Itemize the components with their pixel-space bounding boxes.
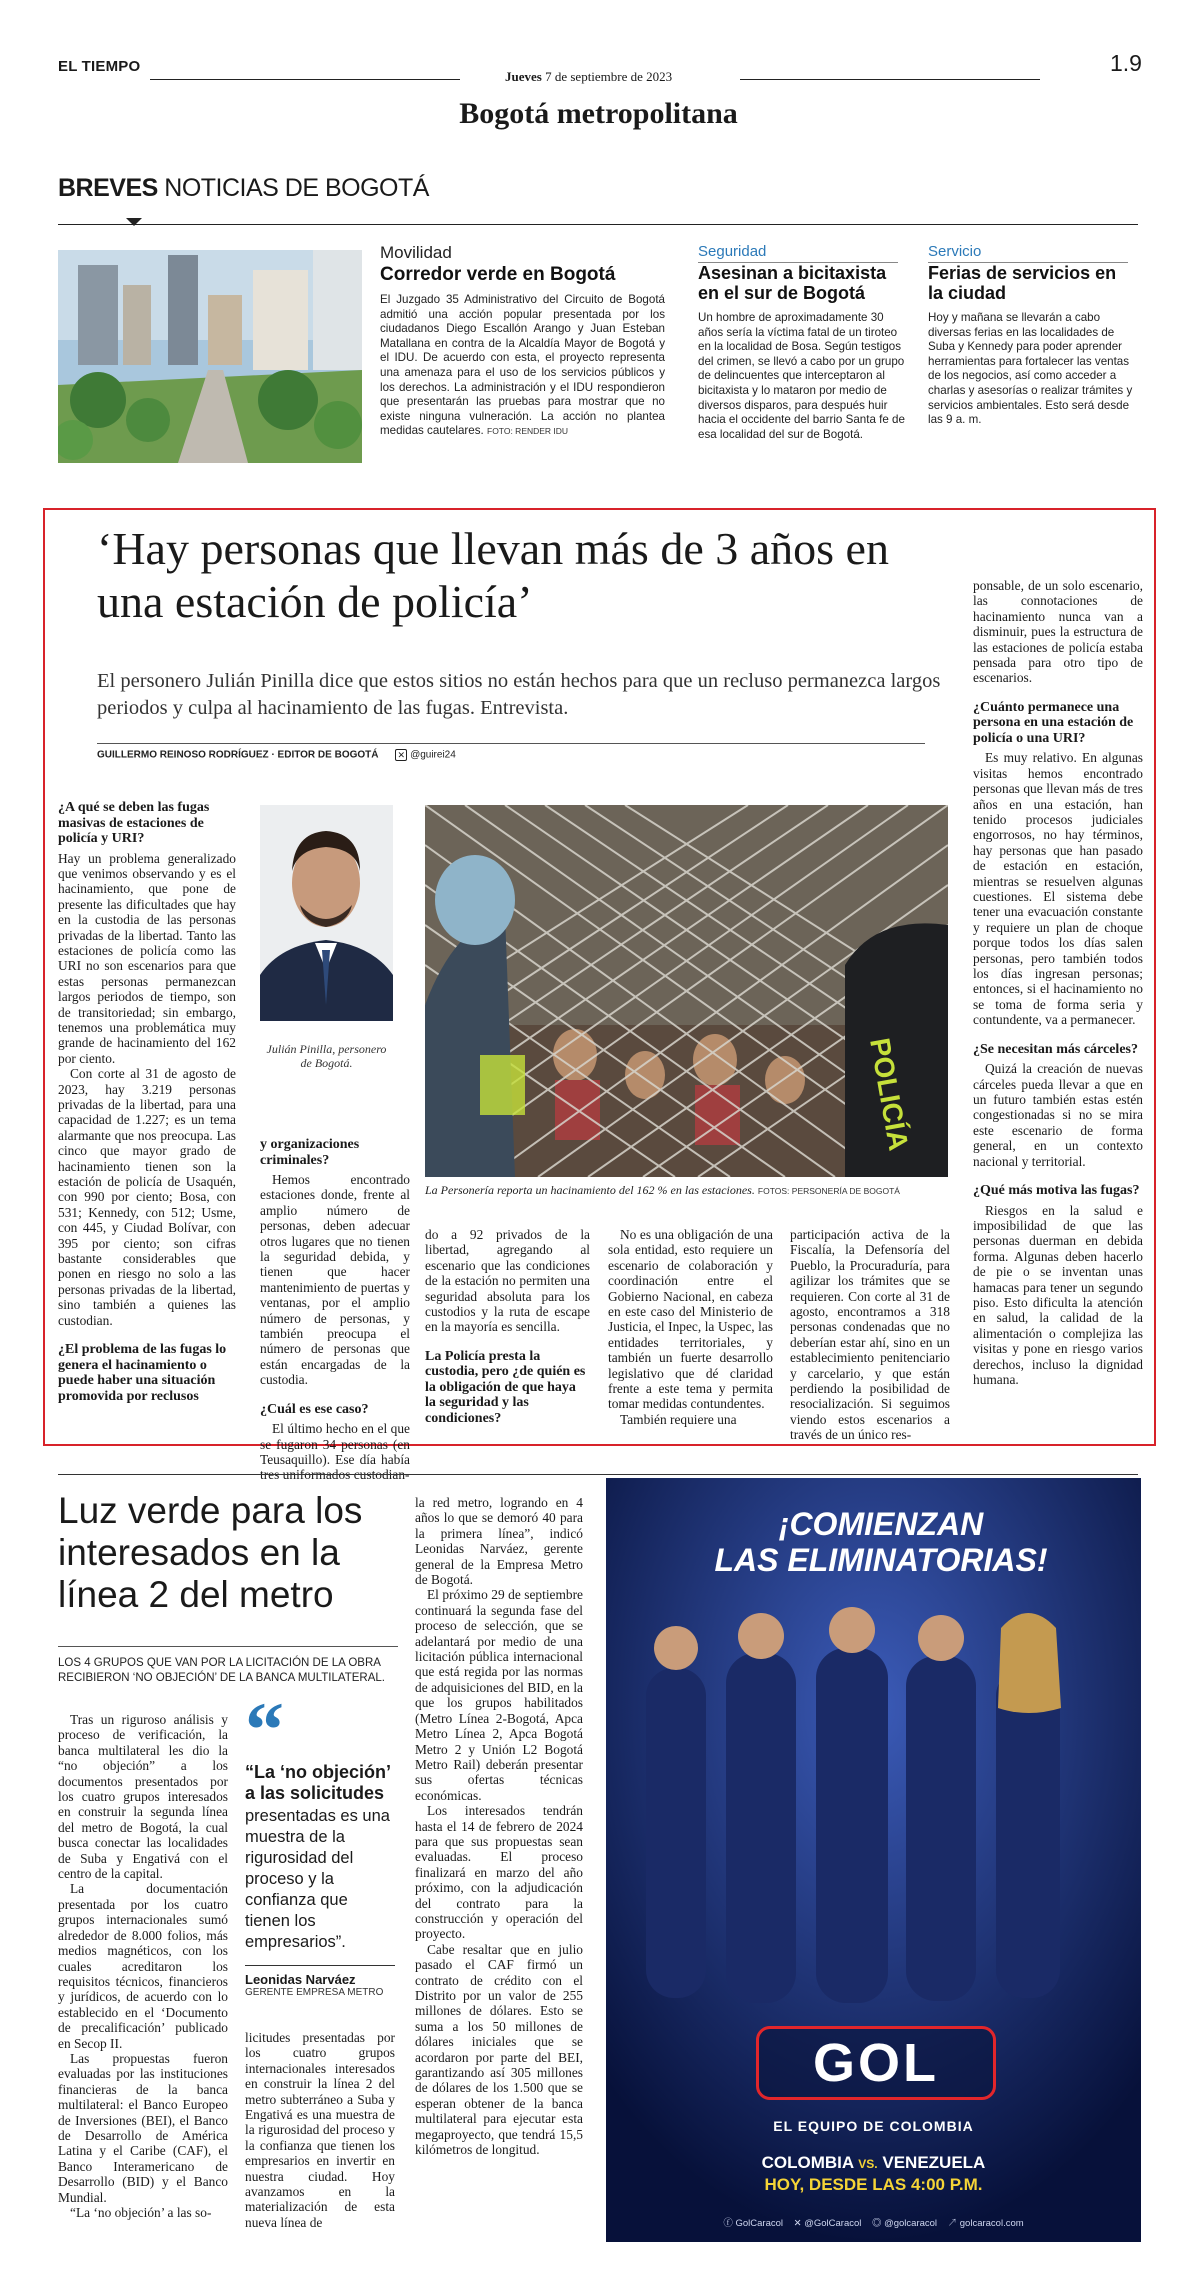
byline-rule xyxy=(97,743,925,744)
breve-kicker: Movilidad xyxy=(380,243,452,262)
breve-text: Un hombre de aproximadamente 30 años sería la víctima fatal de un tiroteo en la localidad de Bosa. Según testigos del crimen, se llevó a cabo por un grupo de delincuentes que interceptaron al bicitaxista y lo mataron por medio de diversos disparos, para después huir hacia el occidente del barrio Santa fe de esa localidad del sur de Bogotá. xyxy=(698,311,905,441)
quote-mark-icon: “ xyxy=(245,1686,284,1773)
breve-movilidad xyxy=(380,243,665,439)
svg-text:POLICÍA: POLICÍA xyxy=(864,1035,915,1153)
article-col-2: y organizaciones criminales? Hemos encontrado estaciones donde, frente al amplio número de personas, deben adecuar otros lugares que no tienen la seguridad debida, y tienen que hacer mantenimiento de puertas y ventanas, por el amplio número de personas, y también preocupa el número de personas que están encargadas de la custodia. ¿Cuál es ese caso? El último hecho en el que se fugaron 34 personas (en Teusaquillo). Ese día había xyxy=(260,1137,410,1467)
ad-match-time: HOY, DESDE LAS 4:00 P.M. xyxy=(764,2175,983,2194)
metro-headline: Luz verde para los interesados en la línea 2 del metro xyxy=(58,1490,363,1615)
breve-rule xyxy=(698,262,898,263)
metro-col-1: Tras un riguroso análisis y proceso de verificación, la banca multilateral les dio la “no objeción” a los documentos presentados por los cuatro grupos interesados en construir la segunda línea del metro de Bogotá, la cual busca conectar las localidades de Suba y Engativá con el centro de la capital. La documentación presentada por los cuatro grupos internacionales sumó alrededor de 8.000 folios, más medios magnéticos, con los cuales acreditaron los requisitos técnicos, financieros y jurídicos, de acuerdo con lo establecido en el ‘Documento de precalificación’ publicado en Secop II. Las propuestas fueron evaluadas por las instituciones financieras de la banca multilateral: el Banco Europeo de Inversiones (BEI), el Banco de Desarrollo de América Latina y el Caribe (CAF), el Banco Interamericano de Desarrollo (BID) y el Banco Mundial. “La ‘no objeción’ a las so- xyxy=(58,1712,228,2220)
metro-col-3: la red metro, logrando en 4 años lo que se demoró 40 para la primera línea”, indicó Leonidas Narváez, gerente general de la Empresa Metro de Bogotá. El próximo 29 de septiembre continuará la segunda fase del proceso de selección, que se adelantará por medio de una licitación pública internacional que está regida por las normas de adquisiciones del BID, en la que los grupos habilitados (Metro Línea 2-Bogotá, Apca Metro Línea 2, Apca Bogotá Metro 2 y Unión L2 Bogotá Metro Rail) deberán presentar sus ofertas técnicas económicas. Los interesados tendrán hasta el 14 de febrero de 2024 para que sus propuestas sean evaluadas. El proceso finalizará en marzo del año próximo, con la adjudicación del contrato para la construcción y operación del proyecto. Cabe resaltar que en julio pasado el CAF firmó un contrato de crédito con el Distrito por un valor de 255 millones de dólares. Esto se suma a los 50 millones de dólares iniciales que se acordaron por parte del BEI, garantizando así 305 millones de dólares de los 1.500 que se esperan obtener de la banca multilateral para ejecutar esta megaproyecto, que tendrá 15,5 kilómetros de longitud. xyxy=(415,1495,583,2158)
breves-label: BREVES NOTICIAS DE BOGOTÁ xyxy=(58,174,429,202)
breve-rule xyxy=(928,262,1128,263)
article-col-5: participación activa de la Fiscalía, la Defensoría del Pueblo, la Procuraduría, para agilizar los trámites que se requieren. Con corte al 31 de agosto, encontramos a 318 personas condenadas que no deberían estar ahí, sino en un establecimiento penitenciario y carcelario, y que están perdiendo la posibilidad de resocialización. Si seguimos viendo estos escenarios a través de un único res- xyxy=(790,1227,950,1443)
portrait-caption: Julián Pinilla, personero de Bogotá. xyxy=(266,1042,387,1070)
ad-headline: ¡COMIENZAN LAS ELIMINATORIAS! xyxy=(714,1506,1048,1578)
breve-seguridad xyxy=(698,243,908,442)
photo-caption: La Personería reporta un hacinamiento del 162 % en las estaciones. FOTOS: PERSONERÍA DE BOGOTÁ xyxy=(425,1183,900,1197)
article-subhead: El personero Julián Pinilla dice que estos sitios no están hechos para que un recluso permanezca largos periodos y culpa al hacinamiento de las fugas. Entrevista. xyxy=(97,670,941,719)
breve-text: El Juzgado 35 Administrativo del Circuito de Bogotá admitió una acción popular presentada por los ciudadanos Diego Escallón Arango y Juan Esteban Matallana en contra de la Alcaldía Mayor de Bogotá y el IDU. De acuerdo con esta, el proyecto representa una amenaza para el uso de los servicios públicos y los derechos. La administración y el IDU respondieron que presentarán las pruebas para mostrar que no existe ninguna vulneración. La acción no plantea medidas cautelares. FOTO: RENDER IDU xyxy=(380,293,665,438)
quote-rest: presentadas es una muestra de la rigurosidad del proceso y la confianza que tienen los empresarios”. xyxy=(245,1807,390,1951)
page-number: 1.9 xyxy=(1110,50,1142,76)
article-col-6: ponsable, de un solo escenario, las connotaciones de hacinamiento nunca van a disminuir, pues la estructura de las estaciones de policía estaba pensada para otro tipo de escenarios. ¿Cuánto permanece una persona en una estación de policía o una URI? Es muy relativo. En algunas visitas hemos encontrado personas que llevan más de tres años en una estación, han tenido procesos judiciales engorrosos, no hay términos, hay personas que han pasado de estación en estación, mientras se resuelven algunas cuestiones. El sistema debe tener una evacuación constante y requiere un plan de choque porque todos los días salen personas, pero también todos los días ingresan personas; entonces, si el hacinamiento no se toma de forma seria y contundente, va a permanecer. ¿Se necesitan más cárceles? Quizá la creación de nuevas cárceles pueda llevar a que en un futuro también estas estén congestionadas si no se mira este escenario de forma general, en un contexto nacional y territorial. ¿Qué más motiva las fugas? Riesgos en la salud e imposibilidad de que las personas duerman en debida forma. Algunas deben hacerlo de pie o se inventan unas hamacas para tener un segundo piso. Esto dificulta la atención en salud, la calidad de la alimentación o complejiza las visitas y pone en riesgo varios derechos, incluso la dignidad humana. xyxy=(973,578,1143,1387)
lower-section-rule xyxy=(58,1474,1138,1475)
breve-servicio xyxy=(928,243,1136,428)
quote-author: Leonidas Narváez xyxy=(245,1972,356,1987)
x-icon: ✕ xyxy=(395,749,407,761)
article-col-1: ¿A qué se deben las fugas masivas de estaciones de policía y URI? Hay un problema generalizado que venimos observando y es el hacinamiento, que pone de presente las dificultades que hay en la custodia de las personas privadas de la libertad. Tanto las estaciones de policía como las URI no son escenarios para que estas personas permanezcan largos periodos de tiempo, son de transitoriedad; sin embargo, tenemos una problemática muy grande de hacinamiento del 162 por ciento. Con corte al 31 de agosto de 2023, hay 3.219 personas privadas de la libertad, para una capacidad de 1.227; es un tema alarmante que nos preocupa. Las cinco que mayor grado de hacinamiento tienen son la estación de policía de Usaquén, con 990 por ciento; Bosa, con 531; Kennedy, con 512; Usme, con 445, y Ciudad Bolívar, con 395 por ciento; son cifras bastante considerables que ponen en riesgo no solo a las personas privadas de la libertad, sino también a quienes las custodian. ¿El problema de las fugas lo genera el hacinamiento o puede haber una situación promovida por reclusos xyxy=(58,800,236,1404)
metro-deck-rule xyxy=(58,1646,398,1647)
header-rule-left xyxy=(150,79,460,80)
web-icon: ↗ xyxy=(947,2218,958,2229)
breve-kicker: Servicio xyxy=(928,243,982,260)
breves-rule xyxy=(58,224,1138,225)
corredor-verde-render-image xyxy=(58,250,362,463)
article-col-4: No es una obligación de una sola entidad, esto requiere un escenario de colaboración y coordinación entre el Gobierno Nacional, en cabeza en este caso del Ministerio de Justicia, el Inpec, la Uspec, las entidades territoriales, y también un fuerte desarrollo legislativo que dé claridad frente a este tema y permita tomar medidas contundentes. También requiere una xyxy=(608,1227,773,1427)
gol-logo: GOL xyxy=(756,2026,996,2100)
breve-text: Hoy y mañana se llevarán a cabo diversas ferias en las localidades de Suba y Kennedy para poder aprender herramientas para fortalecer las ventas de los negocios, así como acceder a charlas y asesorías o realizar trámites y servicios ambientales. Esto será desde las 9 a. m. xyxy=(928,311,1133,427)
breve-title: Corredor verde en Bogotá xyxy=(380,264,616,285)
header-rule-right xyxy=(740,79,1040,80)
station-crowding-photo xyxy=(425,805,948,1177)
article-col-3: do a 92 privados de la libertad, agregando al escenario que las condiciones de la estación no permiten una seguridad absoluta para los custodios y la ruta de escape en la mayoría es sencilla. La Policía presta la custodia, pero ¿de quién es la obligación de que haya la seguridad y las condiciones? xyxy=(425,1227,590,1426)
ad-match: COLOMBIA VS. VENEZUELA xyxy=(761,2153,986,2172)
portrait-julian-pinilla xyxy=(260,805,393,1021)
section-title: Bogotá metropolitana xyxy=(459,97,738,130)
header-date: Jueves 7 de septiembre de 2023 xyxy=(505,69,673,84)
gol-caracol-ad[interactable] xyxy=(606,1478,1141,2242)
breve-title: Ferias de servicios en la ciudad xyxy=(928,263,1117,303)
brand-logo: EL TIEMPO xyxy=(58,58,141,75)
ad-social-links: ⓕ GolCaracol ✕ @GolCaracol ◎ @golcaracol ↗ golcaracol.com xyxy=(723,2218,1024,2229)
x-icon: ✕ xyxy=(793,2218,802,2229)
ad-tagline: EL EQUIPO DE COLOMBIA xyxy=(773,2118,974,2134)
metro-pull-quote xyxy=(245,1686,395,1998)
byline: GUILLERMO REINOSO RODRÍGUEZ · EDITOR DE BOGOTÁ ✕ @guirei24 xyxy=(97,749,456,761)
instagram-icon: ◎ xyxy=(871,2218,882,2229)
metro-deck: LOS 4 GRUPOS QUE VAN POR LA LICITACIÓN DE LA OBRA RECIBIERON ‘NO OBJECIÓN’ DE LA BANCA MULTILATERAL. xyxy=(58,1657,385,1684)
quote-bold: “La ‘no objeción’ a las solicitudes xyxy=(245,1762,391,1803)
breve-kicker: Seguridad xyxy=(698,243,767,260)
breves-rule-notch xyxy=(126,218,142,226)
social-handle: @guirei24 xyxy=(410,749,456,761)
article-headline: ‘Hay personas que llevan más de 3 años en una estación de policía’ xyxy=(97,523,889,627)
metro-col-2: licitudes presentadas por los cuatro grupos internacionales interesados en construir la línea 2 del metro subterráneo a Suba y Engativá es una muestra de la rigurosidad del proceso y la confianza que tienen los empresarios en invertir en nuestra ciudad. Hoy avanzamos en la materialización de esta nueva línea de xyxy=(245,2030,395,2230)
quote-role: GERENTE EMPRESA METRO xyxy=(245,1987,384,1998)
breve-title: Asesinan a bicitaxista en el sur de Bogotá xyxy=(698,263,887,303)
facebook-icon: ⓕ xyxy=(723,2218,733,2229)
